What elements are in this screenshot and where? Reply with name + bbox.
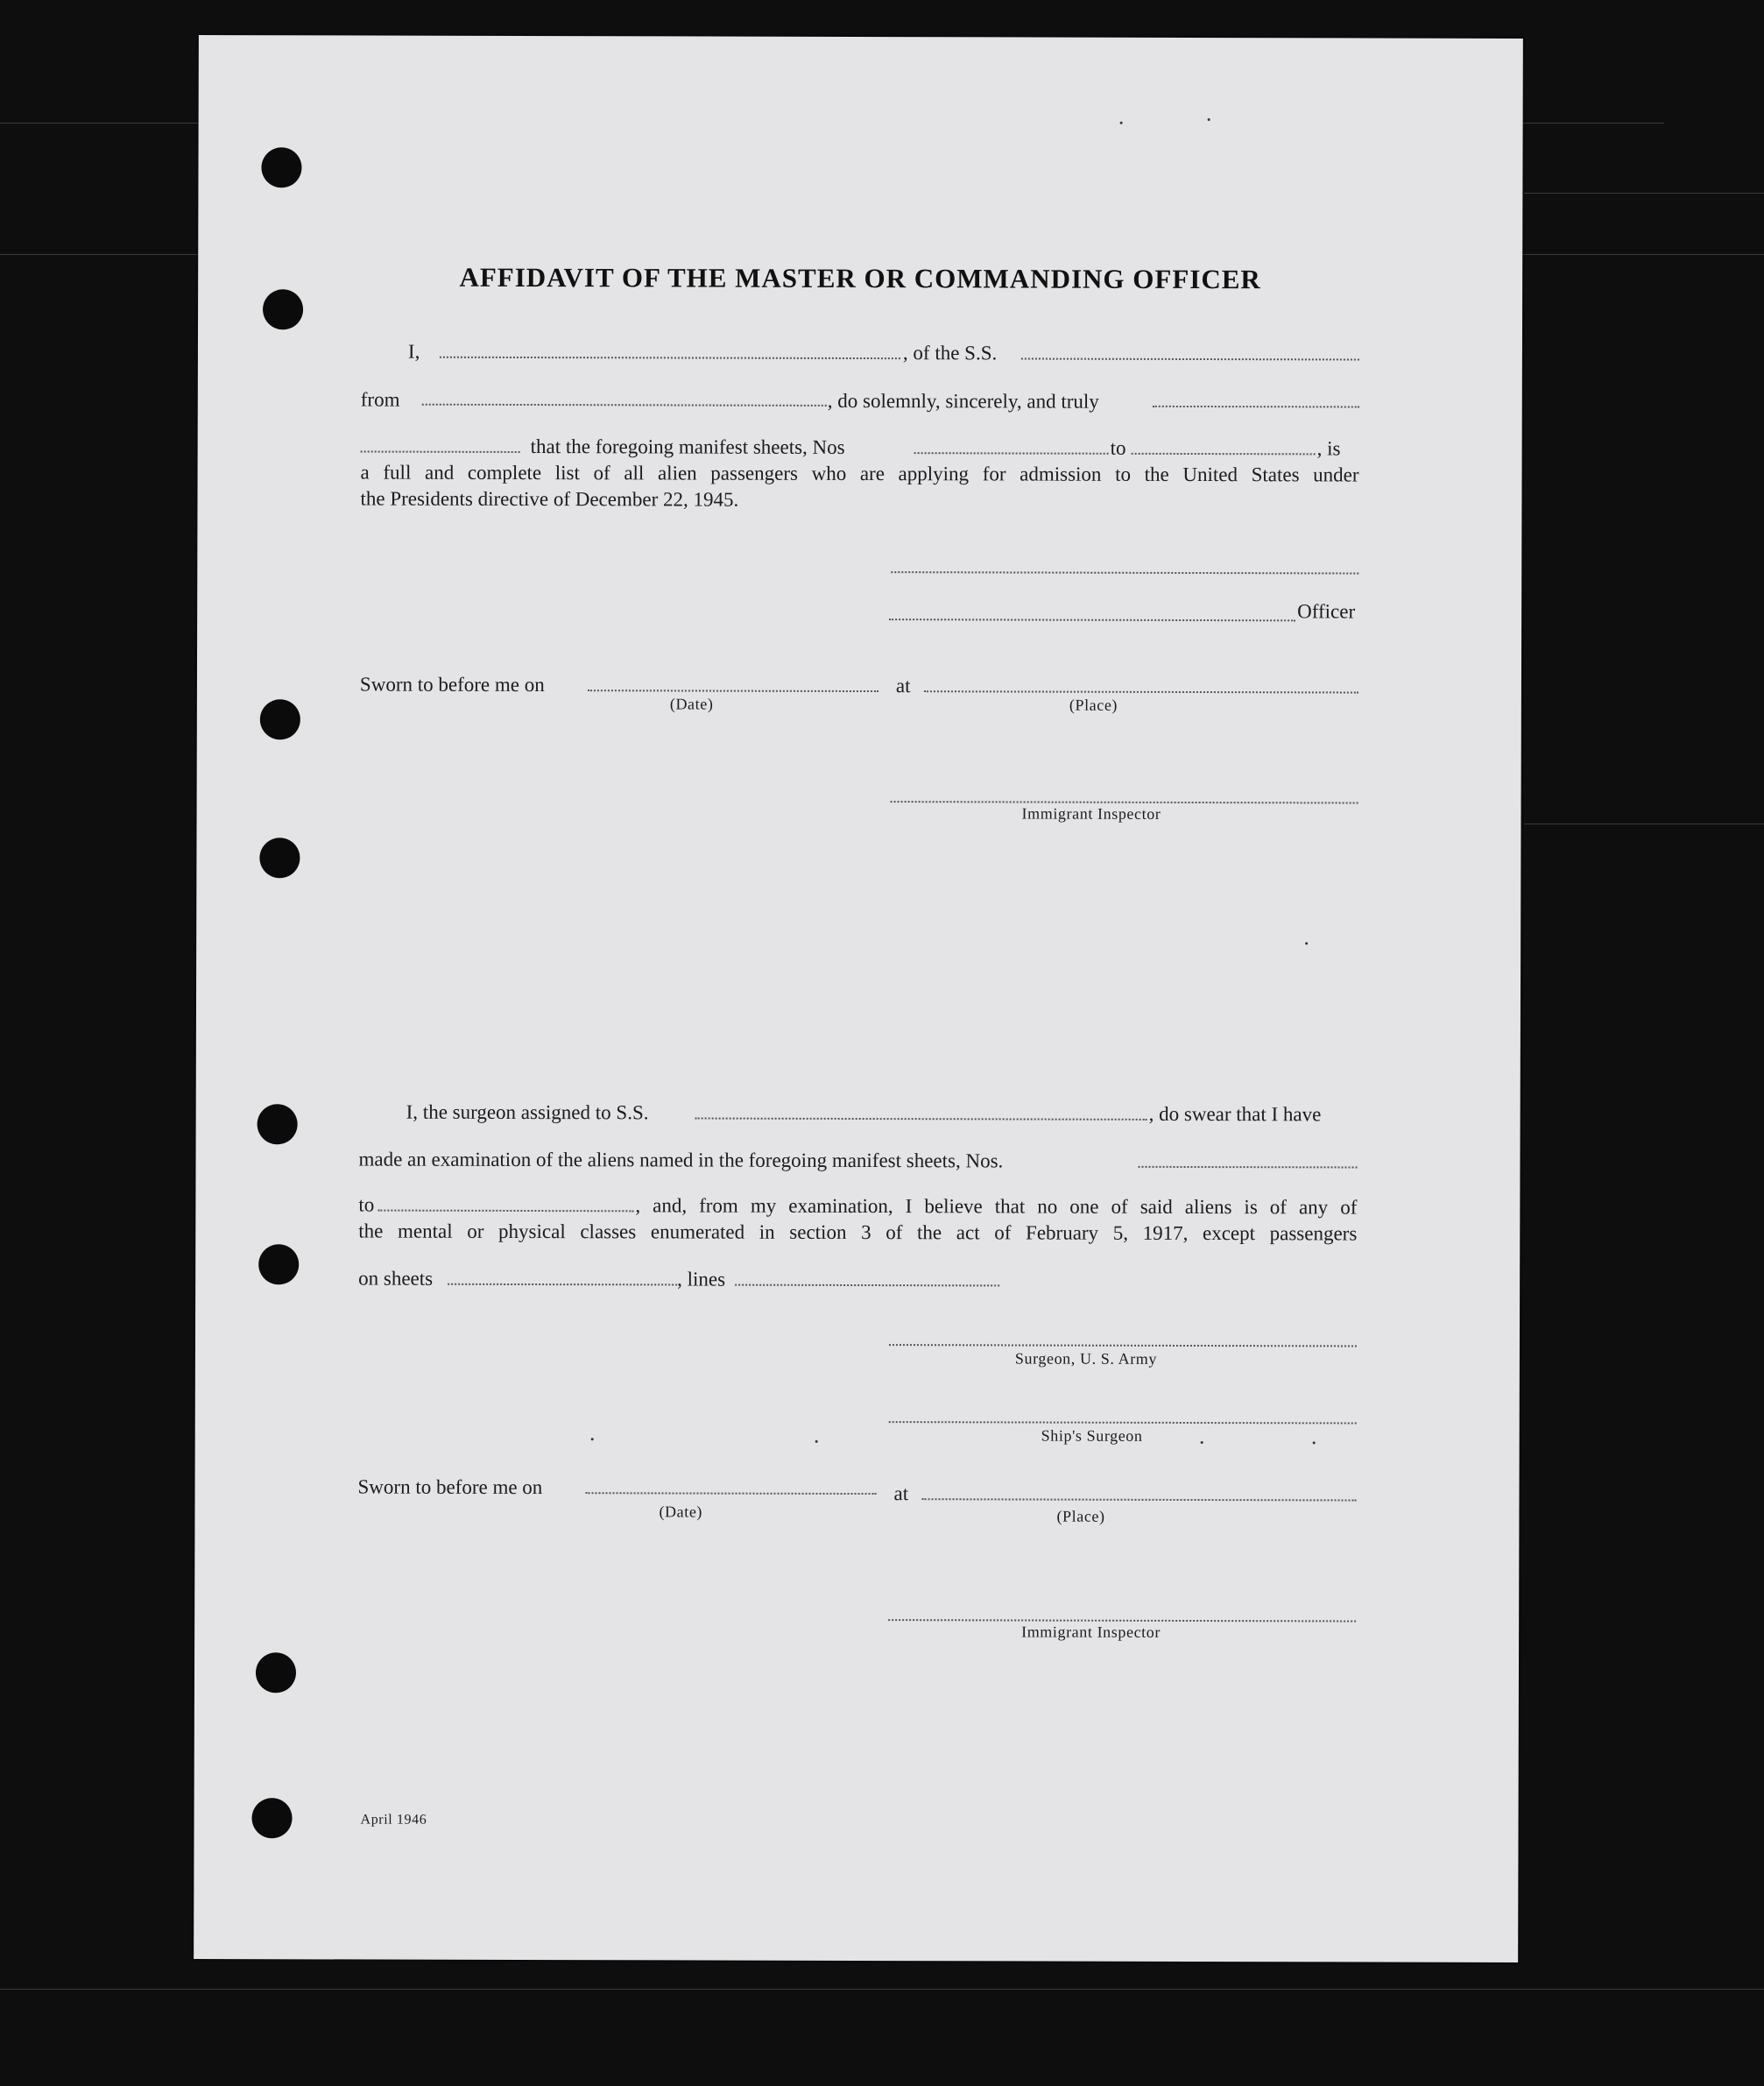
date-caption: (Date) (669, 695, 714, 713)
surgeon-line-start: I, the surgeon assigned to S.S. (406, 1100, 649, 1124)
surgeon-sworn-label: Sworn to before me on (357, 1475, 543, 1499)
place-caption: (Place) (1069, 696, 1118, 714)
from-label: from (360, 388, 400, 411)
surgeon-sworn-place-field[interactable] (922, 1498, 1357, 1501)
oath-field[interactable] (1153, 406, 1359, 408)
speck (591, 1438, 594, 1440)
on-sheets-label: on sheets (358, 1267, 434, 1290)
army-surgeon-signature-field[interactable] (889, 1344, 1357, 1347)
punch-hole (251, 1798, 292, 1838)
punch-hole (260, 699, 300, 739)
army-surgeon-label: Surgeon, U. S. Army (1014, 1349, 1158, 1368)
scan-line (0, 1989, 1764, 1990)
sheets-to-field[interactable] (1132, 453, 1316, 456)
punch-hole (261, 147, 301, 187)
lines-label: , lines (677, 1268, 726, 1290)
solemnly-text: , do solemnly, sincerely, and truly (827, 389, 1099, 413)
surgeon-sworn-date-field[interactable] (586, 1492, 877, 1495)
surgeon-date-caption: (Date) (659, 1503, 703, 1521)
declare-field[interactable] (361, 451, 520, 453)
speck (1305, 942, 1308, 944)
speck (815, 1440, 818, 1443)
inspector-label: Immigrant Inspector (1021, 804, 1161, 823)
ship-name-field[interactable] (1021, 357, 1359, 360)
sworn-place-field[interactable] (924, 690, 1358, 693)
speck (1201, 1441, 1203, 1444)
of-ss-label: , of the S.S. (902, 342, 998, 364)
except-lines-field[interactable] (735, 1284, 999, 1287)
from-port-field[interactable] (422, 404, 827, 407)
sworn-label: Sworn to before me on (359, 673, 545, 697)
officer-signature-field[interactable] (891, 571, 1358, 574)
officer-title-field[interactable] (889, 619, 1295, 621)
surgeon-ship-field[interactable] (695, 1118, 1147, 1121)
punch-hole (258, 1244, 299, 1284)
inspector-signature-field[interactable] (891, 801, 1358, 803)
is-label: , is (1316, 437, 1341, 460)
speck (1313, 1441, 1316, 1444)
foregoing-text: that the foregoing manifest sheets, Nos (530, 435, 845, 458)
surgeon-sheets-from-field[interactable] (1138, 1166, 1357, 1169)
punch-hole (263, 289, 303, 329)
except-sheets-field[interactable] (448, 1283, 677, 1286)
surgeon-to-label: to (358, 1193, 375, 1216)
i-label: I, (407, 340, 420, 363)
sheets-from-field[interactable] (914, 452, 1109, 455)
surgeon-sheets-to-field[interactable] (377, 1210, 633, 1213)
affidavit-page (194, 35, 1523, 1962)
surgeon-inspector-signature-field[interactable] (888, 1619, 1356, 1622)
master-name-field[interactable] (440, 357, 900, 359)
scan-line (1524, 193, 1764, 194)
form-date: April 1946 (360, 1812, 427, 1828)
classes-line: the mental or physical classes enumerated in section 3 of the act of February 5, 1917, except passengers (358, 1220, 1358, 1245)
speck (1208, 118, 1210, 121)
to-label: to (1110, 436, 1126, 459)
punch-hole (259, 838, 300, 878)
sworn-date-field[interactable] (588, 689, 878, 692)
surgeon-line-end: , do swear that I have (1148, 1102, 1322, 1126)
officer-label: Officer (1297, 600, 1356, 623)
directive-line: the Presidents directive of December 22, 1945. (360, 487, 739, 511)
form-title: AFFIDAVIT OF THE MASTER OR COMMANDING OFFICER (459, 261, 1261, 295)
at-label: at (895, 675, 911, 697)
surgeon-place-caption: (Place) (1056, 1507, 1105, 1525)
surgeon-at-label: at (893, 1482, 909, 1505)
punch-hole (258, 1104, 298, 1144)
ships-surgeon-signature-field[interactable] (889, 1421, 1357, 1424)
believe-line: , and, from my examination, I believe that no one of said aliens is of any of (635, 1194, 1358, 1219)
surgeon-inspector-label: Immigrant Inspector (1021, 1623, 1161, 1641)
declaration-line: a full and complete list of all alien passengers who are applying for admission to the United States under (360, 461, 1359, 486)
punch-hole (256, 1652, 296, 1693)
ships-surgeon-label: Ship's Surgeon (1041, 1426, 1143, 1445)
examination-line: made an examination of the aliens named in the foregoing manifest sheets, Nos. (358, 1148, 1004, 1172)
speck (1120, 122, 1123, 124)
